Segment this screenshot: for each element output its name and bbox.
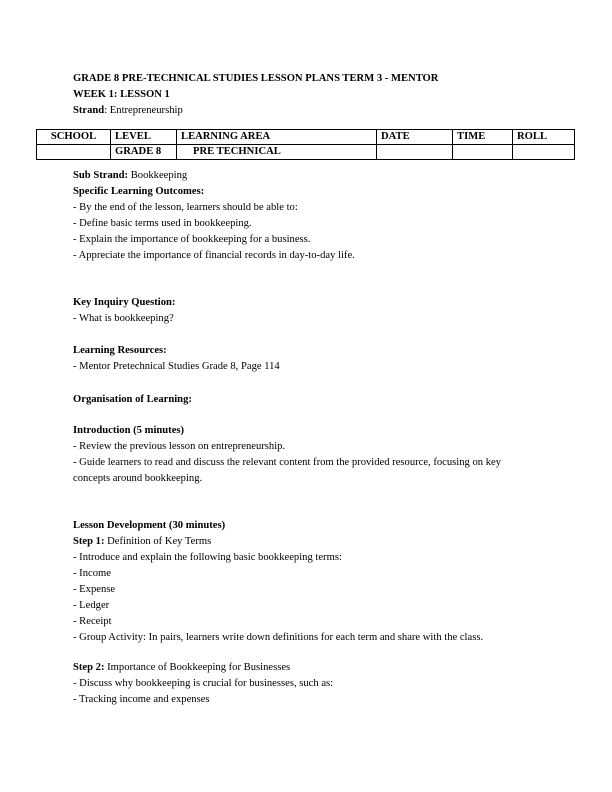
list-item: - Introduce and explain the following basic bookkeeping terms:: [73, 552, 342, 563]
step2-block: [73, 660, 572, 708]
step1-line: [73, 534, 572, 550]
strand-line: [73, 103, 572, 119]
step2-line: [73, 660, 572, 676]
substrand-label: Sub Strand:: [73, 170, 129, 181]
step2-label: Step 2:: [73, 662, 105, 673]
development-heading: Lesson Development (30 minutes): [73, 520, 226, 531]
outcomes-heading: Specific Learning Outcomes:: [73, 186, 205, 197]
substrand-line: [73, 168, 572, 184]
list-item: - Expense: [73, 584, 116, 595]
resources-heading: Learning Resources:: [73, 345, 167, 356]
development-block: [73, 518, 572, 646]
list-item: - Receipt: [73, 616, 112, 627]
cell-level: GRADE 8: [111, 145, 177, 160]
list-item: - Define basic terms used in bookkeeping.: [73, 218, 252, 229]
header-roll: ROLL: [513, 130, 575, 145]
strand-value: : Entrepreneurship: [104, 105, 183, 116]
step1-label: Step 1:: [73, 536, 105, 547]
list-item: - By the end of the lesson, learners should be able to:: [73, 202, 298, 213]
organisation-heading: Organisation of Learning:: [73, 394, 192, 405]
document-title: GRADE 8 PRE-TECHNICAL STUDIES LESSON PLANS TERM 3 - MENTOR: [73, 73, 439, 84]
list-item: - Mentor Pretechnical Studies Grade 8, Page 114: [73, 361, 280, 372]
inquiry-heading: Key Inquiry Question:: [73, 297, 176, 308]
header-date: DATE: [377, 130, 453, 145]
step1-value: Definition of Key Terms: [104, 536, 212, 547]
table-header-row: [37, 130, 575, 145]
list-item: - Review the previous lesson on entrepreneurship.: [73, 441, 286, 452]
header-level: LEVEL: [111, 130, 177, 145]
cell-learning-area: PRE TECHNICAL: [177, 145, 377, 160]
header-block: [73, 71, 572, 119]
list-item: - Ledger: [73, 600, 110, 611]
list-item: - Guide learners to read and discuss the relevant content from the provided resource, focusing on key concepts around bookkeeping.: [73, 457, 502, 484]
cell-time: [453, 145, 513, 160]
cell-date: [377, 145, 453, 160]
week-lesson: WEEK 1: LESSON 1: [73, 89, 170, 100]
introduction-heading: Introduction (5 minutes): [73, 425, 185, 436]
list-item: - Discuss why bookkeeping is crucial for businesses, such as:: [73, 678, 334, 689]
introduction-block: [73, 423, 540, 487]
list-item: - Income: [73, 568, 111, 579]
header-school: SCHOOL: [37, 130, 111, 145]
table-row: [37, 145, 575, 160]
list-item: - What is bookkeeping?: [73, 313, 174, 324]
list-item: - Appreciate the importance of financial records in day-to-day life.: [73, 250, 355, 261]
list-item: - Tracking income and expenses: [73, 694, 210, 705]
cell-school: [37, 145, 111, 160]
list-item: - Explain the importance of bookkeeping for a business.: [73, 234, 311, 245]
substrand-outcomes-block: [73, 168, 572, 264]
resources-block: [73, 343, 572, 375]
list-item: - Group Activity: In pairs, learners write down definitions for each term and share with the class.: [73, 632, 484, 643]
step2-value: Importance of Bookkeeping for Businesses: [104, 662, 291, 673]
organisation-block: [73, 392, 572, 408]
lesson-info-table: [36, 129, 575, 160]
cell-roll: [513, 145, 575, 160]
substrand-value: Bookkeeping: [128, 170, 188, 181]
header-time: TIME: [453, 130, 513, 145]
header-learning-area: LEARNING AREA: [177, 130, 377, 145]
strand-label: Strand: [73, 105, 105, 116]
inquiry-block: [73, 295, 572, 327]
